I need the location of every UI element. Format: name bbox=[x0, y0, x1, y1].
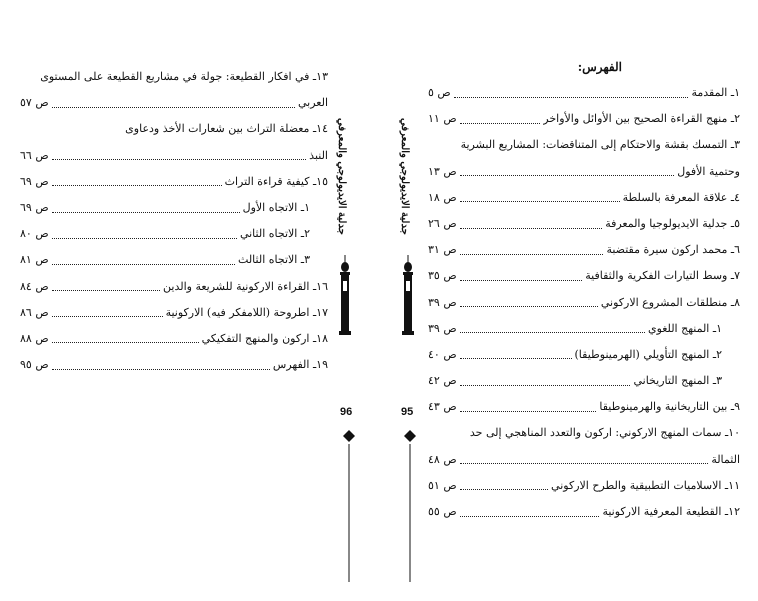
page-number-left: 96 bbox=[340, 406, 353, 418]
dot-leader bbox=[454, 97, 689, 98]
toc-entry-text: ١٥ـ كيفية قراءة التراث bbox=[224, 174, 328, 188]
toc-entry bbox=[20, 195, 328, 221]
toc-entry-page: ص ٥١ bbox=[428, 478, 457, 492]
dot-leader bbox=[52, 212, 240, 213]
dot-leader bbox=[52, 342, 199, 343]
toc-entry-page: ص ٤٨ bbox=[428, 452, 457, 466]
toc-entry-page: ص ٣٥ bbox=[428, 269, 457, 283]
toc-entry-page: ص ١٨ bbox=[428, 190, 457, 204]
toc-entry-page: ص ١١ bbox=[428, 112, 457, 126]
toc-entry-page: ص ٥ bbox=[428, 86, 451, 99]
toc-entry-page: ص ٨٠ bbox=[20, 227, 49, 241]
dot-leader bbox=[460, 175, 675, 176]
toc-entry bbox=[20, 90, 328, 116]
toc-entry-text: ١٨ـ اركون والمنهج التفكيكي bbox=[201, 331, 328, 345]
toc-entry-page: ص ٣٩ bbox=[428, 321, 457, 335]
toc-entry-text: ١ـ المقدمة bbox=[691, 86, 740, 99]
toc-entry bbox=[428, 394, 740, 420]
toc-entry bbox=[20, 326, 328, 352]
toc-entry-page: ص ٥٥ bbox=[428, 505, 457, 518]
toc-entry bbox=[428, 420, 740, 446]
running-title-left: جدلية الايديولوجي والمعرفي bbox=[336, 118, 347, 235]
toc-entry bbox=[428, 473, 740, 499]
toc-entry bbox=[20, 274, 328, 300]
dot-leader bbox=[460, 332, 645, 333]
right-page bbox=[379, 0, 758, 601]
toc-entry-text: ٩ـ بين التاريخانية والهرمينوطيقا bbox=[599, 400, 740, 414]
toc-entry bbox=[428, 185, 740, 211]
toc-entry-page: ص ٢٦ bbox=[428, 216, 457, 230]
toc-entry-text: ١٤ـ معضلة التراث بين شعارات الأخذ ودعاوى bbox=[125, 122, 328, 136]
toc-entry-page: ص ٤٠ bbox=[428, 347, 457, 361]
toc-entry-page: ص ٥٧ bbox=[20, 96, 49, 110]
dot-leader bbox=[52, 264, 235, 265]
toc-entry-page: ص ٨٤ bbox=[20, 279, 49, 293]
dot-leader bbox=[52, 238, 237, 239]
toc-entry bbox=[20, 64, 328, 90]
dot-leader bbox=[460, 489, 548, 490]
toc-entry bbox=[428, 368, 740, 394]
dot-leader bbox=[460, 280, 583, 281]
toc-entry-text: ٣ـ المنهج التاريخاني bbox=[633, 374, 722, 388]
toc-entry-page: ص ٩٥ bbox=[20, 358, 49, 372]
dot-leader bbox=[460, 254, 604, 255]
toc-entry bbox=[428, 263, 740, 289]
dot-leader bbox=[52, 369, 270, 370]
toc-entry bbox=[20, 300, 328, 326]
toc-entry-text: ٢ـ الاتجاه الثاني bbox=[239, 227, 310, 241]
diamond-ornament-right bbox=[404, 430, 416, 582]
dot-leader bbox=[52, 107, 295, 108]
toc-entry-page: ص ٨٨ bbox=[20, 331, 49, 345]
toc-list-right bbox=[428, 80, 740, 525]
dot-leader bbox=[460, 516, 600, 517]
running-title-right: جدلية الايديولوجي والمعرفي bbox=[399, 118, 410, 235]
toc-entry-text: ٦ـ محمد اركون سيرة مقتضبة bbox=[606, 243, 740, 257]
toc-entry-text: ١٠ـ سمات المنهج الاركوني: اركون والتعدد المناهجي إلى حد bbox=[469, 426, 740, 440]
toc-entry bbox=[428, 237, 740, 263]
toc-entry-text: الثمالة bbox=[711, 452, 740, 466]
toc-entry-page: ص ٣١ bbox=[428, 243, 457, 257]
page-number-right: 95 bbox=[401, 406, 414, 418]
dot-leader bbox=[460, 201, 620, 202]
dot-leader bbox=[52, 159, 307, 160]
toc-list-left bbox=[20, 64, 328, 378]
diamond-ornament-left bbox=[343, 430, 355, 582]
dot-leader bbox=[52, 290, 160, 291]
toc-entry-text: ٣ـ الاتجاه الثالث bbox=[238, 253, 310, 267]
dot-leader bbox=[460, 228, 603, 229]
toc-entry-page: ص ٨٦ bbox=[20, 305, 49, 319]
toc-entry bbox=[20, 143, 328, 169]
toc-entry bbox=[428, 211, 740, 237]
toc-entry-page: ص ٦٩ bbox=[20, 174, 49, 188]
minaret-ornament-right bbox=[400, 255, 416, 335]
dot-leader bbox=[460, 385, 631, 386]
toc-entry-page: ص ٦٦ bbox=[20, 148, 49, 162]
dot-leader bbox=[460, 358, 572, 359]
minaret-ornament-left bbox=[337, 255, 353, 335]
toc-entry bbox=[428, 447, 740, 473]
toc-entry bbox=[428, 499, 740, 525]
toc-entry-text: وحتمية الأفول bbox=[677, 164, 740, 178]
toc-entry bbox=[20, 352, 328, 378]
toc-entry-page: ص ١٣ bbox=[428, 164, 457, 178]
toc-entry bbox=[428, 80, 740, 106]
toc-entry-text: ٢ـ المنهج التأويلي (الهرمينوطيقا) bbox=[574, 347, 722, 361]
toc-entry bbox=[428, 132, 740, 158]
toc-entry bbox=[428, 290, 740, 316]
toc-entry-text: ١٩ـ الفهرس bbox=[272, 358, 328, 372]
dot-leader bbox=[52, 185, 222, 186]
toc-entry-page: ص ٨١ bbox=[20, 253, 49, 267]
toc-entry-text: ٣ـ التمسك بقشة والاحتكام إلى المتناقضات: المشاريع البشرية bbox=[460, 138, 740, 152]
dot-leader bbox=[460, 411, 597, 412]
dot-leader bbox=[460, 306, 598, 307]
toc-entry bbox=[20, 116, 328, 142]
toc-entry-page: ص ٣٩ bbox=[428, 295, 457, 309]
toc-entry-text: ٧ـ وسط التيارات الفكرية والثقافية bbox=[585, 269, 740, 283]
toc-entry-text: ١٣ـ في افكار القطيعة: جولة في مشاريع القطيعة على المستوى bbox=[40, 70, 328, 83]
toc-entry-text: ٨ـ منطلقات المشروع الاركوني bbox=[600, 295, 740, 309]
toc-entry-page: ص ٤٣ bbox=[428, 400, 457, 414]
toc-entry-text: ١١ـ الاسلاميات التطبيقية والطرح الاركوني bbox=[551, 478, 740, 492]
toc-entry bbox=[20, 169, 328, 195]
toc-entry-text: ١٢ـ القطيعة المعرفية الاركونية bbox=[602, 505, 740, 518]
toc-entry bbox=[20, 221, 328, 247]
toc-entry-text: ١ـ الاتجاه الأول bbox=[242, 200, 310, 214]
toc-entry-text: ٥ـ جدلية الايديولوجيا والمعرفة bbox=[605, 216, 740, 230]
toc-entry-page: ص ٦٩ bbox=[20, 200, 49, 214]
dot-leader bbox=[460, 463, 709, 464]
toc-entry bbox=[428, 106, 740, 132]
toc-entry bbox=[428, 159, 740, 185]
dot-leader bbox=[460, 123, 541, 124]
toc-entry-text: ٤ـ علاقة المعرفة بالسلطة bbox=[622, 190, 740, 204]
toc-entry-text: ٢ـ منهج القراءة الصحيح بين الأوائل والأواخر bbox=[543, 112, 740, 126]
toc-title: الفهرس: bbox=[577, 60, 622, 74]
toc-entry bbox=[428, 316, 740, 342]
dot-leader bbox=[52, 316, 163, 317]
toc-entry bbox=[20, 247, 328, 273]
toc-entry-text: ١٧ـ اطروحة (اللامفكر فيه) الاركونية bbox=[165, 305, 328, 319]
toc-entry bbox=[428, 342, 740, 368]
toc-entry-text: النبذ bbox=[309, 148, 328, 162]
toc-entry-page: ص ٤٢ bbox=[428, 374, 457, 388]
toc-entry-text: ١ـ المنهج اللغوي bbox=[647, 321, 722, 335]
toc-entry-text: العربي bbox=[297, 96, 328, 110]
toc-entry-text: ١٦ـ القراءة الاركونية للشريعة والدين bbox=[163, 279, 328, 293]
